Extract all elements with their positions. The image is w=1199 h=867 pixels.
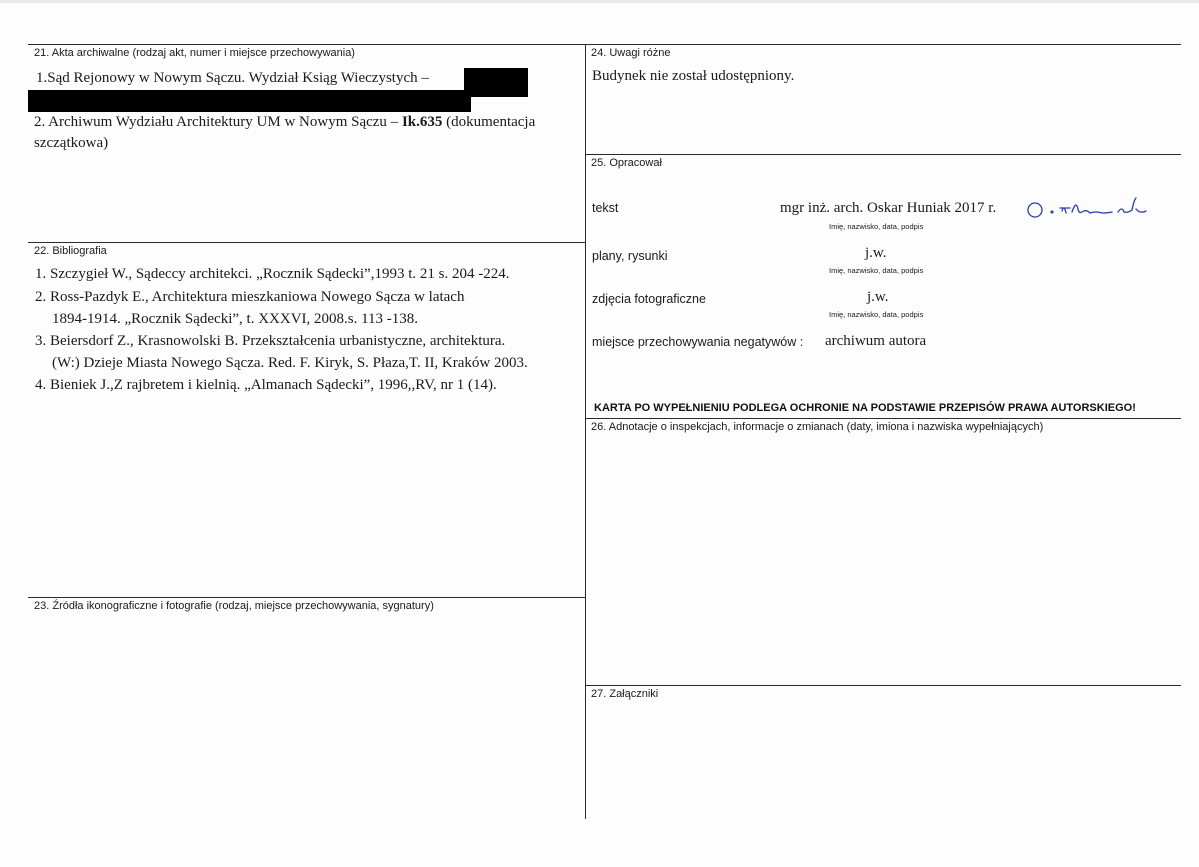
row-value-photos: j.w.: [867, 289, 889, 305]
s21-line-4: szczątkowa): [34, 135, 109, 151]
bibliography-item: 3. Beiersdorf Z., Krasnowolski B. Przekształcenia urbanistyczne, architektura.: [35, 333, 506, 349]
row-caption: Imię, nazwisko, data, podpis: [829, 222, 924, 231]
s21-line-3-signature: Ik.635: [401, 114, 443, 130]
row-key-plans: plany, rysunki: [592, 249, 668, 263]
s24-remark: Budynek nie został udostępniony.: [592, 68, 795, 84]
row-caption: Imię, nazwisko, data, podpis: [829, 310, 924, 319]
divider-center: [585, 44, 586, 819]
s21-line-3-c: (dokumentacja: [442, 114, 536, 130]
bibliography-item: 4. Bieniek J.,Z rajbretem i kielnią. „Almanach Sądecki”, 1996,,RV, nr 1 (14).: [35, 377, 497, 393]
bibliography-item: 1. Szczygieł W., Sądeccy architekci. „Rocznik Sądecki”,1993 t. 21 s. 204 -224.: [35, 266, 510, 282]
s21-line-1: 1.Sąd Rejonowy w Nowym Sączu. Wydział Ksiąg Wieczystych –: [36, 70, 429, 86]
section-22-label: 22. Bibliografia: [34, 245, 107, 257]
row-key-negatives: miejsce przechowywania negatywów :: [592, 335, 804, 349]
row-key-text: tekst: [592, 201, 619, 215]
redaction-box: [28, 90, 471, 112]
bibliography-item: 1894-1914. „Rocznik Sądecki”, t. XXXVI, 2008.s. 113 -138.: [52, 311, 419, 327]
row-value-text: mgr inż. arch. Oskar Huniak 2017 r.: [780, 200, 997, 216]
s21-line-3-a: 2. Archiwum Wydziału Architektury UM w Nowym Sączu –: [34, 114, 402, 130]
divider-26: [585, 418, 1181, 419]
row-key-photos: zdjęcia fotograficzne: [592, 292, 706, 306]
section-23-label: 23. Źródła ikonograficzne i fotografie (rodzaj, miejsce przechowywania, sygnatury): [34, 600, 434, 612]
redaction-box: [464, 68, 528, 97]
section-24-label: 24. Uwagi różne: [591, 47, 671, 59]
divider-top: [28, 44, 1181, 45]
bibliography-item: 2. Ross-Pazdyk E., Architektura mieszkaniowa Nowego Sącza w latach: [35, 289, 465, 305]
section-26-label: 26. Adnotacje o inspekcjach, informacje o zmianach (daty, imiona i nazwiska wypełniających): [591, 421, 1044, 433]
top-edge: [0, 0, 1199, 3]
row-value-negatives: archiwum autora: [825, 333, 927, 349]
row-caption: Imię, nazwisko, data, podpis: [829, 266, 924, 275]
bibliography-item: (W:) Dzieje Miasta Nowego Sącza. Red. F. Kiryk, S. Płaza,T. II, Kraków 2003.: [52, 355, 528, 371]
copyright-notice: KARTA PO WYPEŁNIENIU PODLEGA OCHRONIE NA PODSTAWIE PRZEPISÓW PRAWA AUTORSKIEGO!: [594, 402, 1136, 414]
divider-22: [28, 242, 585, 243]
row-value-plans: j.w.: [865, 245, 887, 261]
section-25-label: 25. Opracował: [591, 157, 662, 169]
divider-27: [585, 685, 1181, 686]
divider-25: [585, 154, 1181, 155]
section-21-label: 21. Akta archiwalne (rodzaj akt, numer i miejsce przechowywania): [34, 47, 355, 59]
divider-23: [28, 597, 585, 598]
signature-image: [1024, 192, 1148, 222]
section-27-label: 27. Załączniki: [591, 688, 659, 700]
s21-line-3: [34, 114, 535, 131]
